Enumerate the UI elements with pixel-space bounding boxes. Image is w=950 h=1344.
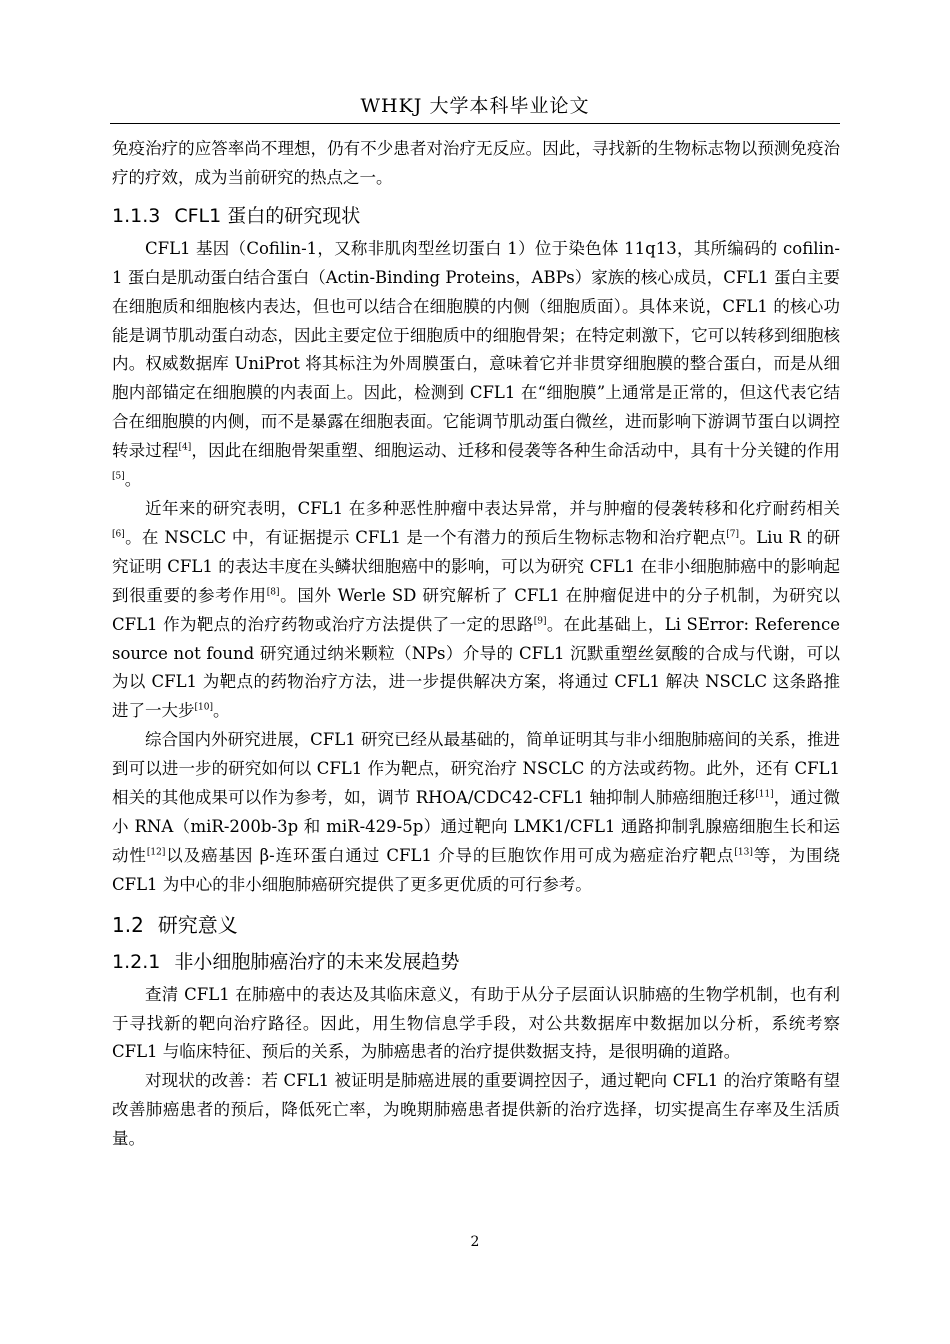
citation: [5] bbox=[112, 471, 125, 482]
text-segment: 。国外 Werle SD 研究解析了 CFL1 在肿瘤促进中的分子机制，为研究以 CFL1 作为靶点的治疗药物或治疗方法提供了一定的思路 bbox=[112, 585, 841, 634]
section-number: 1.1.3 bbox=[112, 204, 161, 227]
page-body bbox=[112, 135, 840, 1154]
paragraph-improvement: 对现状的改善：若 CFL1 被证明是肺癌进展的重要调控因子，通过靶向 CFL1 的治疗策略有望改善肺癌患者的预后，降低死亡率，为晚期肺癌患者提供新的治疗选择，切实提高生存率及生活质量。 bbox=[112, 1071, 840, 1149]
header-divider bbox=[110, 123, 840, 124]
text-segment: 。在此基础上，Li SError: Reference source not found 研究通过纳米颗粒（NPs）介导的 CFL1 沉默重塑丝氨酸的合成与代谢，可以为以 CFL1 为靶点的药物治疗方法，进一步提供解决方案，将通过 CFL1 解决 NSCLC 这条路推进了一大步 bbox=[112, 614, 840, 721]
citation: [4] bbox=[178, 442, 192, 453]
section-number: 1.2.1 bbox=[112, 950, 161, 973]
intro-paragraph: 免疫治疗的应答率尚不理想，仍有不少患者对治疗无反应。因此，寻找新的生物标志物以预测免疫治疗的疗效，成为当前研究的热点之一。 bbox=[112, 139, 840, 187]
text-segment: 等，为围绕 CFL1 为中心的非小细胞肺癌研究提供了更多更优质的可行参考。 bbox=[112, 845, 841, 894]
section-heading-1-2-1 bbox=[112, 948, 840, 976]
section-number: 1.2 bbox=[112, 912, 144, 937]
page-number: 2 bbox=[470, 1234, 480, 1250]
citation: [13] bbox=[734, 847, 753, 858]
section-title: 研究意义 bbox=[157, 912, 238, 937]
text-segment: 。Liu R 的研究证明 CFL1 的表达丰度在头鳞状细胞癌中的影响，可以为研究 CFL1 在非小细胞肺癌中的影响起到很重要的参考作用 bbox=[112, 527, 840, 605]
text-segment: 综合国内外研究进展，CFL1 研究已经从最基础的，简单证明其与非小细胞肺癌间的关系，推进到可以进一步的研究如何以 CFL1 作为靶点，研究治疗 NSCLC 的方法或药物。此外，还有 CFL1 相关的其他成果可以作为参考，如，调节 RHOA/CDC42-CFL1 轴抑制人肺癌细胞迁移 bbox=[112, 730, 840, 808]
page-header-title: WHKJ 大学本科毕业论文 bbox=[360, 95, 590, 117]
citation: [12] bbox=[146, 847, 166, 858]
paragraph-recent-research bbox=[112, 495, 840, 726]
text-segment: CFL1 基因（Cofilin-1，又称非肌肉型丝切蛋白 1）位于染色体 11q13，其所编码的 cofilin-1 蛋白是肌动蛋白结合蛋白（Actin-Binding Proteins，ABPs）家族的核心成员，CFL1 蛋白主要在细胞质和细胞核内表达，但也可以结合在细胞膜的内侧（细胞质面）。具体来说，CFL1 的核心功能是调节肌动蛋白动态，因此主要定位于细胞质中的细胞骨架；在特定刺激下，它可以转移到细胞核内。权威数据库 UniProt 将其标注为外周膜蛋白，意味着它并非贯穿细胞膜的整合蛋白，而是从细胞内部锚定在细胞膜的内表面上。因此，检测到 CFL1 在“细胞膜”上通常是正常的，但这代表它结合在细胞膜的内侧，而不是暴露在细胞表面。它能调节肌动蛋白微丝，进而影响下游调节蛋白以调控转录过程 bbox=[112, 238, 840, 461]
citation: [10] bbox=[194, 702, 213, 713]
citation: [9] bbox=[533, 616, 547, 627]
text-segment: ，通过微小 RNA（miR-200b-3p 和 miR-429-5p）通过靶向 LMK1/CFL1 通路抑制乳腺癌细胞生长和运动性 bbox=[112, 788, 840, 865]
text-segment: ，因此在细胞骨架重塑、细胞运动、迁移和侵袭等各种生命活动中，具有十分关键的作用 bbox=[191, 441, 841, 461]
text-segment: 。 bbox=[212, 701, 230, 721]
text-segment: 近年来的研究表明，CFL1 在多种恶性肿瘤中表达异常，并与肿瘤的侵袭转移和化疗耐药相关 bbox=[145, 498, 840, 518]
section-title: CFL1 蛋白的研究现状 bbox=[174, 204, 361, 227]
text-segment: 以及癌基因 β-连环蛋白通过 CFL1 介导的巨胞饮作用可成为癌症治疗靶点 bbox=[165, 845, 735, 865]
section-heading-1-2 bbox=[112, 911, 840, 939]
text-segment: 。 bbox=[124, 470, 142, 490]
paragraph-significance: 查清 CFL1 在肺癌中的表达及其临床意义，有助于从分子层面认识肺癌的生物学机制，也有利于寻找新的靶向治疗路径。因此，用生物信息学手段，对公共数据库中数据加以分析，系统考察 CFL1 与临床特征、预后的关系，为肺癌患者的治疗提供数据支持，是很明确的道路。 bbox=[112, 984, 840, 1062]
citation: [11] bbox=[755, 789, 774, 800]
citation: [7] bbox=[726, 529, 740, 540]
paragraph-cfl1-background bbox=[112, 235, 840, 495]
citation: [6] bbox=[112, 529, 125, 540]
paragraph-research-summary bbox=[112, 726, 840, 899]
text-segment: 。在 NSCLC 中，有证据提示 CFL1 是一个有潜力的预后生物标志物和治疗靶点 bbox=[124, 527, 727, 547]
section-title: 非小细胞肺癌治疗的未来发展趋势 bbox=[174, 950, 460, 973]
section-heading-1-1-3 bbox=[112, 202, 840, 230]
citation: [8] bbox=[266, 587, 280, 598]
